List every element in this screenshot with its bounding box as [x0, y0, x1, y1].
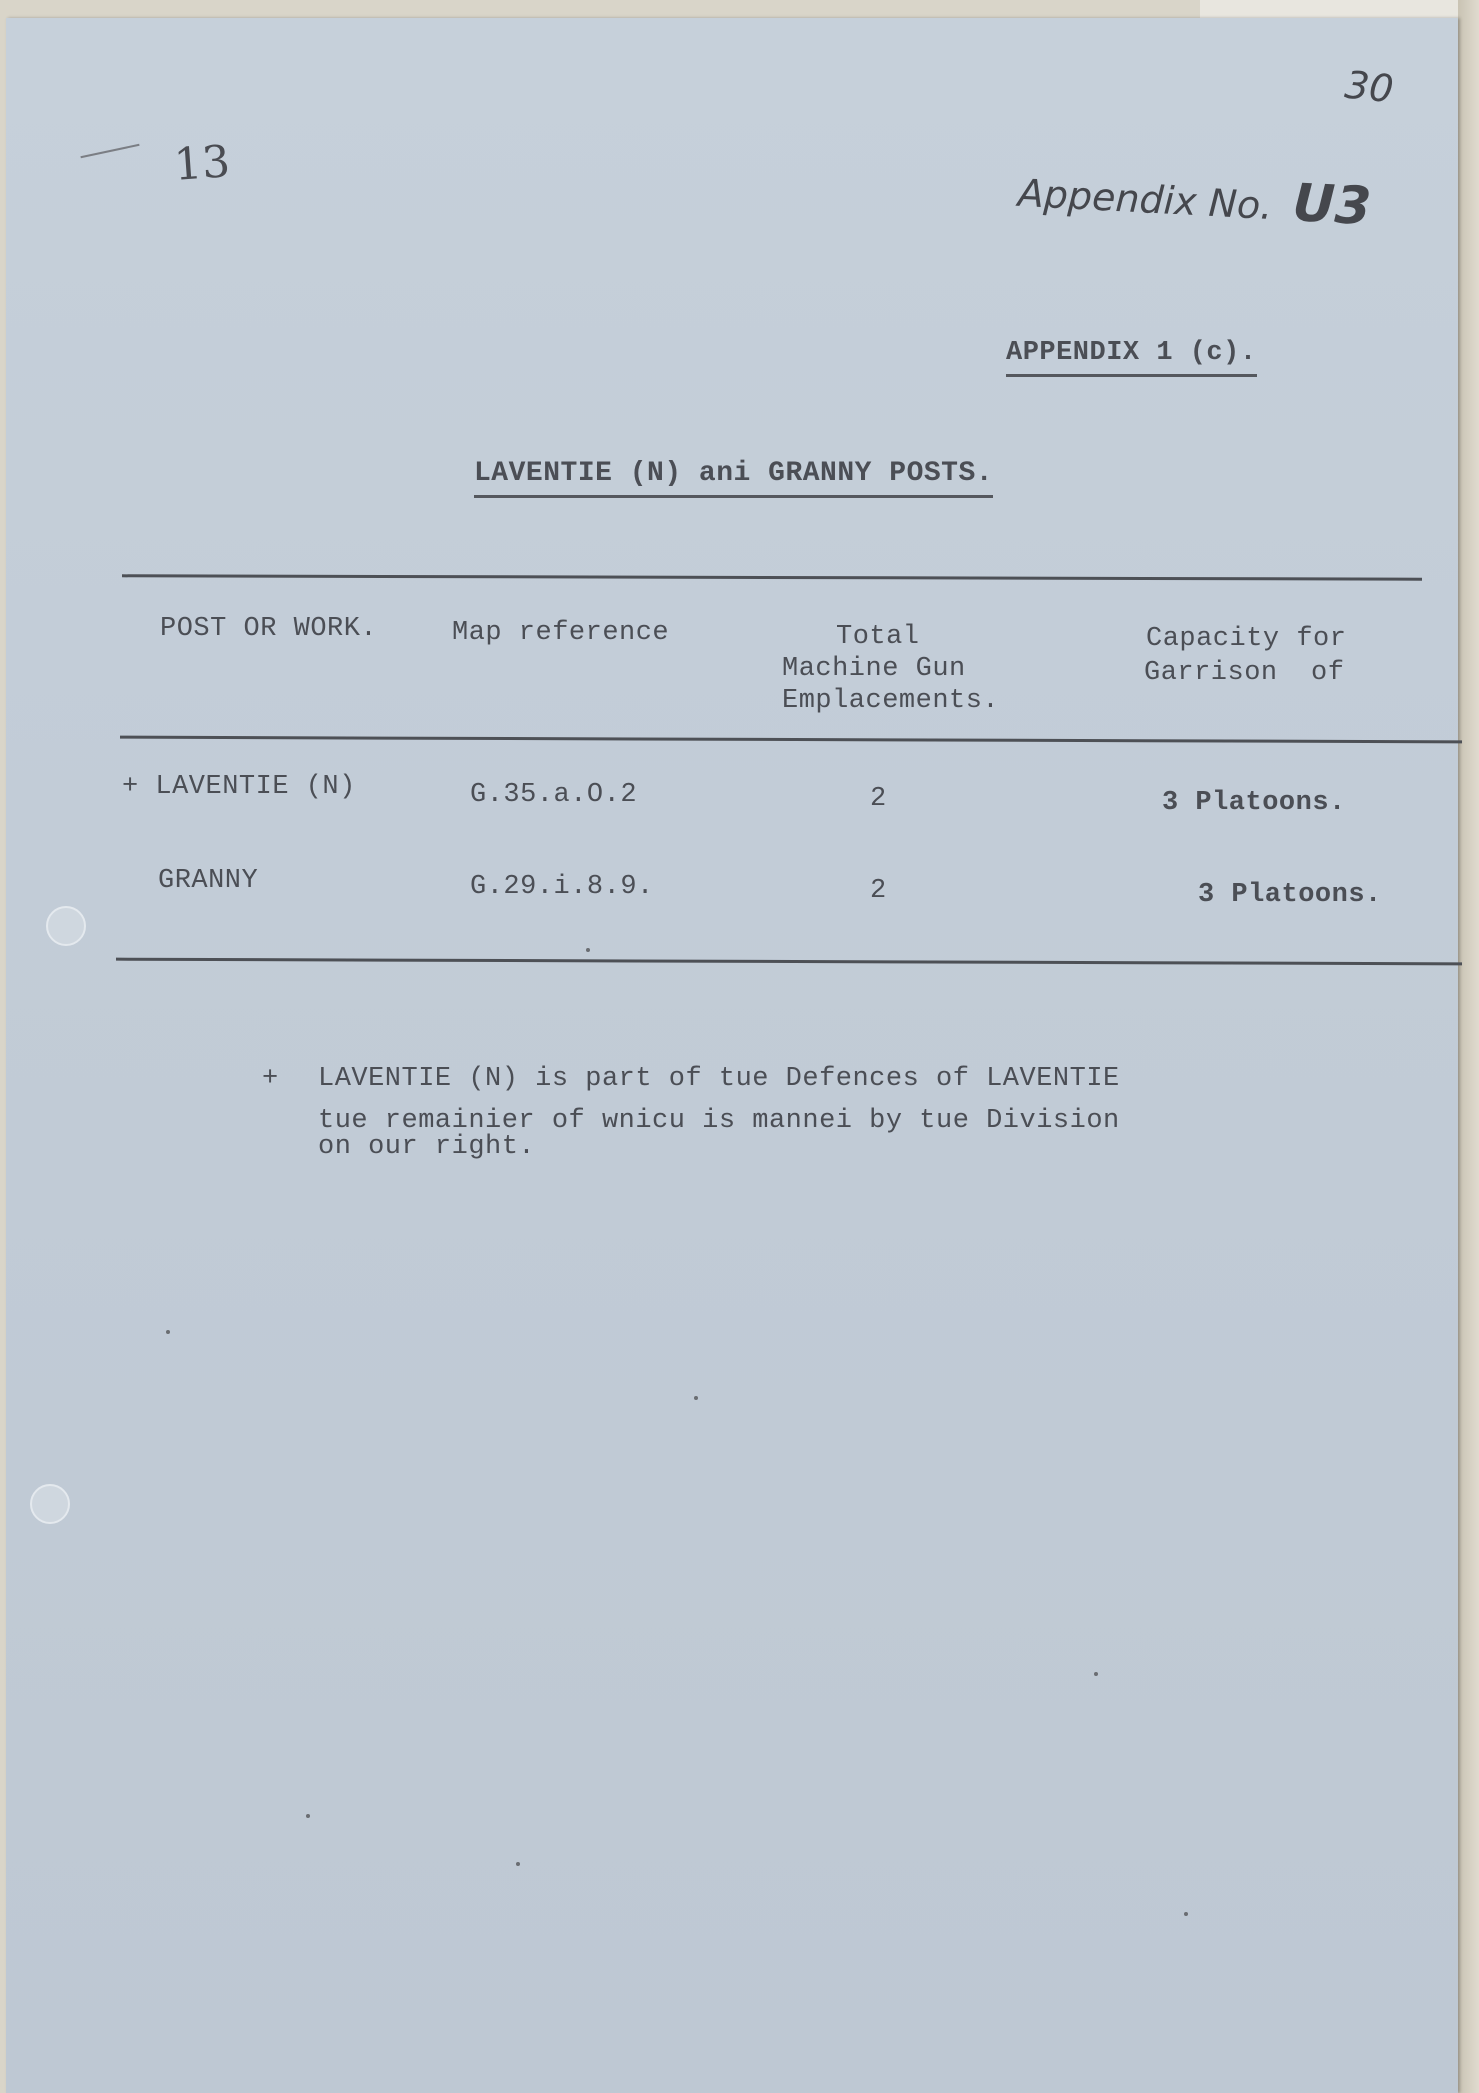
header-capacity-line1: Capacity for [1146, 624, 1347, 654]
punch-hole-bottom [30, 1484, 70, 1524]
header-mg-line3: Emplacements. [782, 686, 1000, 716]
speck [166, 1330, 170, 1334]
table-row-1-capacity: 3 Platoons. [1162, 788, 1346, 818]
table-row-2-mg: 2 [870, 876, 887, 906]
document-sheet [6, 18, 1458, 2093]
table-row-1-mg: 2 [870, 784, 887, 814]
speck [694, 1396, 698, 1400]
header-capacity-line2: Garrison of [1144, 658, 1345, 688]
page-number: 13 [172, 136, 232, 191]
table-row-1-map-ref: G.35.a.O.2 [470, 780, 638, 810]
footnote-line-3: on our right. [318, 1132, 536, 1162]
underlying-page-top [1200, 0, 1479, 20]
underlying-page-edge [1458, 0, 1479, 2093]
table-row-2-map-ref: G.29.i.8.9. [470, 872, 654, 902]
table-row-2-capacity: 3 Platoons. [1198, 880, 1382, 910]
speck [586, 948, 590, 952]
document-title: LAVENTIE (N) ani GRANNY POSTS. [474, 458, 993, 498]
header-mg-line2: Machine Gun [782, 654, 966, 684]
speck [516, 1862, 520, 1866]
appendix-handwritten-label: Appendix No. [1016, 170, 1274, 229]
speck [306, 1814, 310, 1818]
footnote-line-1: LAVENTIE (N) is part of tue Defences of LAVENTIE [318, 1064, 1120, 1094]
footnote-marker: + [262, 1064, 279, 1094]
punch-hole-top [46, 906, 86, 946]
table-row-1-post: + LAVENTIE (N) [122, 772, 356, 802]
archive-number: 30 [1342, 62, 1396, 112]
speck [1184, 1912, 1188, 1916]
speck [1094, 1672, 1098, 1676]
appendix-handwritten-number: U3 [1291, 173, 1373, 238]
header-mg-line1: Total [836, 622, 920, 652]
table-row-2-post: GRANNY [158, 866, 259, 896]
footnote-line-2: tue remainier of wnicu is mannei by tue Division [318, 1106, 1120, 1136]
header-map-reference: Map reference [452, 618, 670, 648]
appendix-typed: APPENDIX 1 (c). [1006, 338, 1257, 377]
header-post-or-work: POST OR WORK. [160, 614, 378, 644]
